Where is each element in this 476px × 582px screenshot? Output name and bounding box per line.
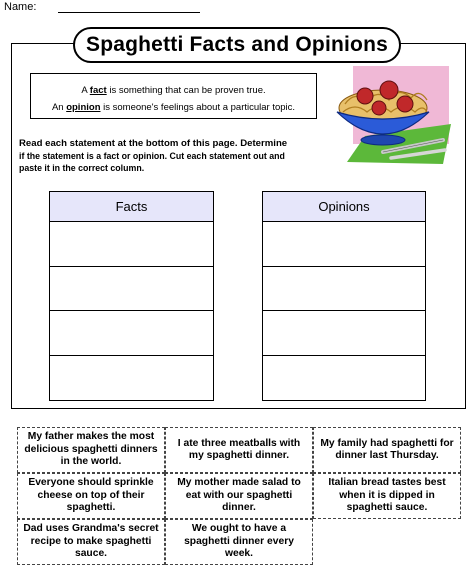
fact-definition bbox=[31, 85, 316, 96]
statement-card[interactable]: My father makes the most delicious spaghetti dinners in the world. bbox=[17, 427, 165, 473]
opinion-definition bbox=[31, 102, 316, 113]
fact-prefix: A bbox=[81, 85, 90, 96]
opinions-header: Opinions bbox=[263, 192, 425, 222]
opinions-row[interactable] bbox=[263, 222, 425, 267]
fact-rest: is something that can be proven true. bbox=[106, 85, 266, 96]
name-line[interactable] bbox=[58, 12, 200, 13]
statement-card[interactable]: I ate three meatballs with my spaghetti dinner. bbox=[165, 427, 313, 473]
name-label: Name: bbox=[4, 1, 37, 13]
instructions-line-2: if the statement is a fact or opinion. Cut each statement out and bbox=[19, 151, 285, 161]
statement-card[interactable]: Italian bread tastes best when it is dipped in spaghetti sauce. bbox=[313, 473, 461, 519]
statement-card[interactable]: My mother made salad to eat with our spaghetti dinner. bbox=[165, 473, 313, 519]
opinion-rest: is someone's feelings about a particular topic. bbox=[100, 102, 296, 113]
opinions-table bbox=[262, 191, 426, 401]
opinions-row[interactable] bbox=[263, 356, 425, 401]
instructions bbox=[19, 138, 319, 174]
opinion-word: opinion bbox=[66, 102, 101, 113]
definitions-box bbox=[30, 73, 317, 119]
statement-card[interactable]: My family had spaghetti for dinner last Thursday. bbox=[313, 427, 461, 473]
facts-row[interactable] bbox=[50, 222, 213, 267]
statement-card[interactable]: Dad uses Grandma's secret recipe to make spaghetti sauce. bbox=[17, 519, 165, 565]
opinions-row[interactable] bbox=[263, 311, 425, 356]
instructions-line-1: Read each statement at the bottom of this page. Determine bbox=[19, 138, 288, 149]
opinion-prefix: An bbox=[51, 102, 67, 113]
opinions-row[interactable] bbox=[263, 267, 425, 312]
instructions-line-3: paste it in the correct column. bbox=[19, 163, 145, 173]
statement-card[interactable]: We ought to have a spaghetti dinner every week. bbox=[165, 519, 313, 565]
facts-row[interactable] bbox=[50, 311, 213, 356]
page-title: Spaghetti Facts and Opinions bbox=[73, 27, 401, 63]
facts-table bbox=[49, 191, 214, 401]
spaghetti-bowl-icon bbox=[325, 66, 455, 166]
facts-row[interactable] bbox=[50, 356, 213, 401]
facts-row[interactable] bbox=[50, 267, 213, 312]
statement-card[interactable]: Everyone should sprinkle cheese on top of their spaghetti. bbox=[17, 473, 165, 519]
facts-header: Facts bbox=[50, 192, 213, 222]
fact-word: fact bbox=[89, 85, 107, 96]
